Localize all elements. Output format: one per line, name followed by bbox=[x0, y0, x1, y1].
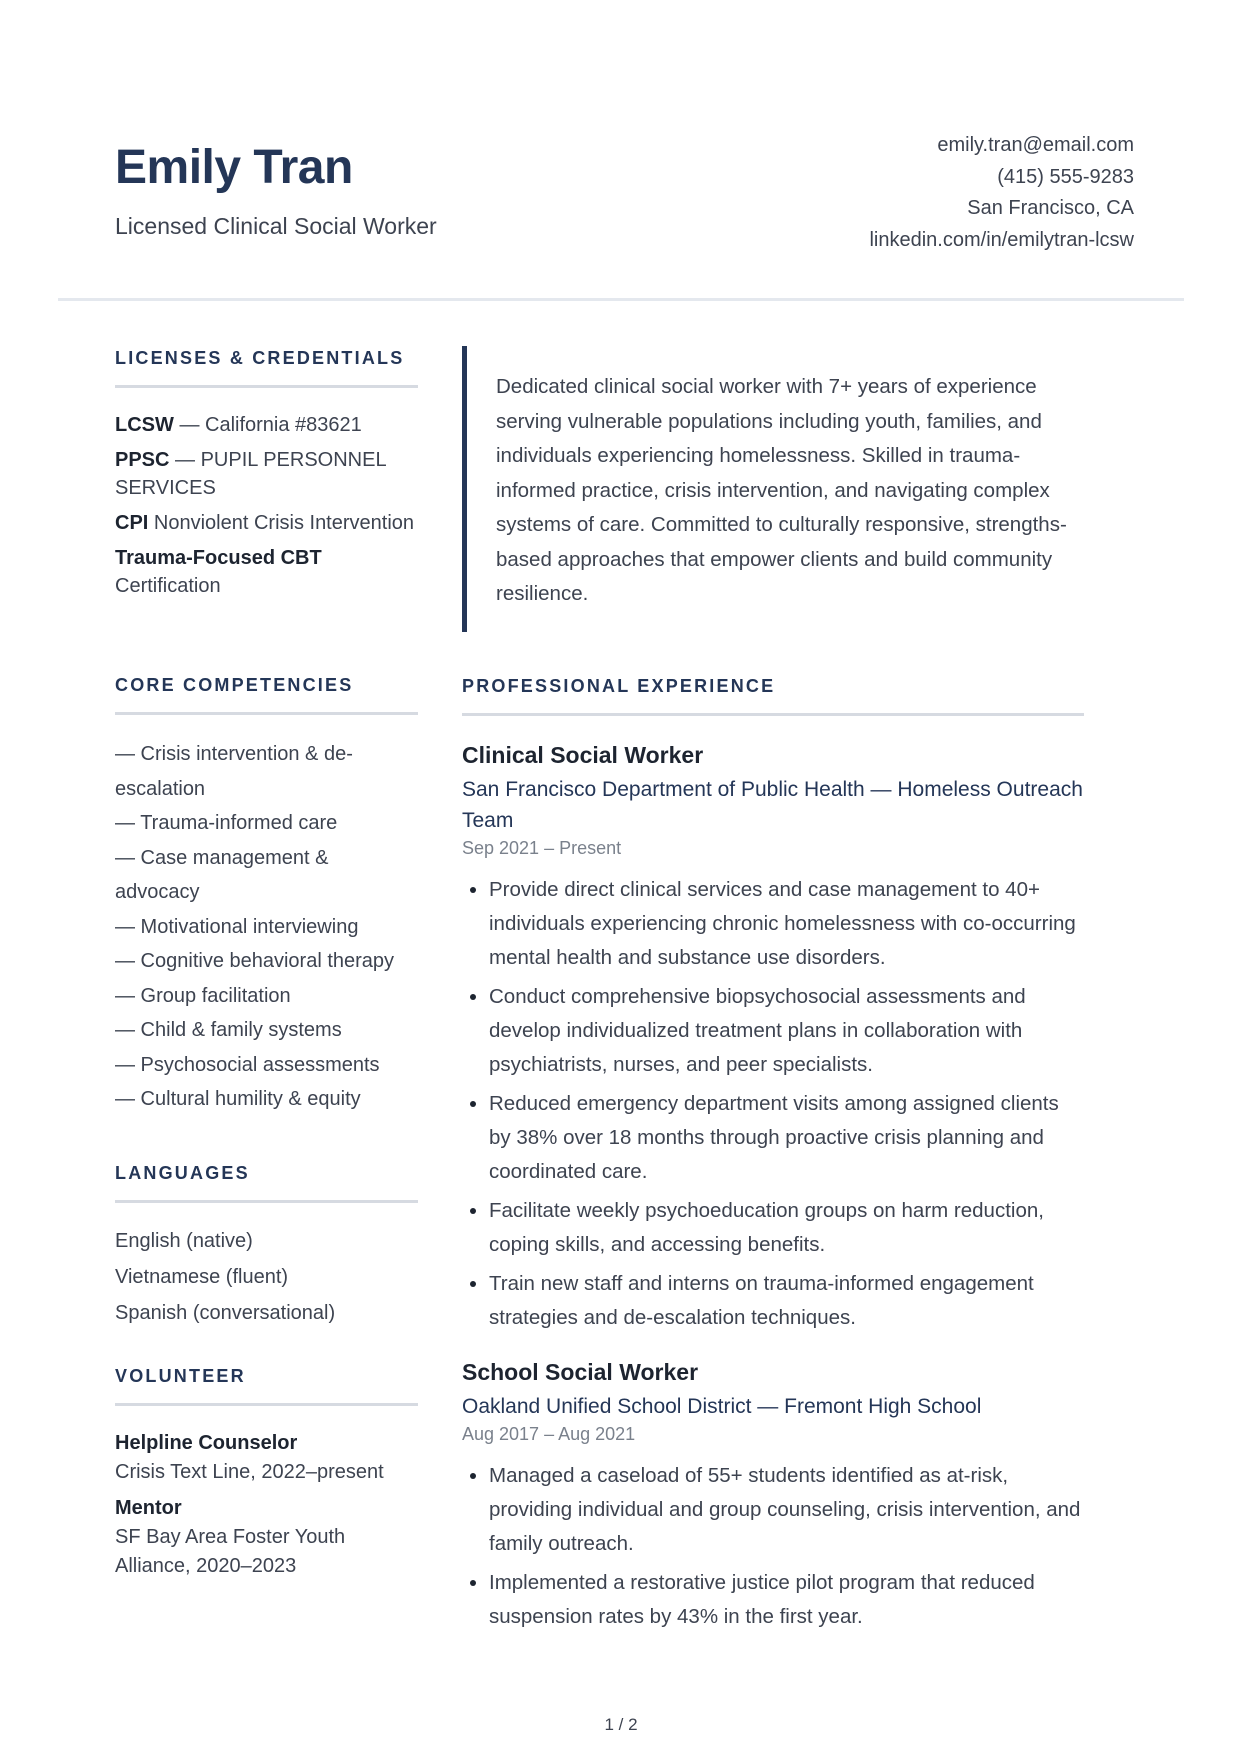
credential-name: PPSC bbox=[115, 449, 170, 471]
competencies-section bbox=[115, 675, 418, 1117]
list-item: • Conduct comprehensive biopsychosocial assessments and develop individualized treatment plans in collaboration with psychiatrists, nurses, and peer specialists. bbox=[489, 980, 1084, 1082]
experience-section bbox=[462, 676, 1084, 1639]
section-heading: LICENSES & CREDENTIALS bbox=[115, 348, 405, 368]
section-divider bbox=[115, 712, 418, 715]
list-item: — Child & family systems bbox=[115, 1019, 342, 1041]
contact-block bbox=[869, 130, 1134, 256]
credential-name: Trauma-Focused CBT bbox=[115, 547, 322, 569]
volunteer-section bbox=[115, 1366, 418, 1588]
credential-item bbox=[115, 446, 418, 502]
list-item: • Train new staff and interns on trauma-informed engagement strategies and de-escalation techniques. bbox=[489, 1267, 1084, 1335]
job-organization: San Francisco Department of Public Health — Homeless Outreach Team bbox=[462, 778, 1083, 832]
job-title: Clinical Social Worker bbox=[462, 742, 704, 768]
list-item: • Implemented a restorative justice pilot program that reduced suspension rates by 43% in the first year. bbox=[489, 1566, 1084, 1634]
job-bullets bbox=[462, 873, 1084, 1335]
header-divider bbox=[58, 298, 1184, 301]
contact-linkedin[interactable]: linkedin.com/in/emilytran-lcsw bbox=[869, 228, 1134, 251]
credential-name: LCSW bbox=[115, 414, 174, 436]
professional-summary: Dedicated clinical social worker with 7+ years of experience serving vulnerable populations including youth, families, and individuals experiencing homelessness. Skilled in trauma-informed practice, crisis intervention, and navigating complex systems of care. Committed to culturally responsive, strengths-based approaches that empower clients and build community resilience. bbox=[462, 346, 1084, 632]
job-organization: Oakland Unified School District — Fremont High School bbox=[462, 1395, 982, 1418]
section-heading: LANGUAGES bbox=[115, 1163, 250, 1183]
job-dates: Aug 2017 – Aug 2021 bbox=[462, 1424, 636, 1444]
section-divider bbox=[462, 713, 1084, 716]
list-item: — Motivational interviewing bbox=[115, 915, 359, 938]
volunteer-org: Crisis Text Line, 2022–present bbox=[115, 1461, 384, 1483]
list-item: — Group facilitation bbox=[115, 984, 291, 1007]
list-item: — Cognitive behavioral therapy bbox=[115, 950, 395, 972]
list-item: • Reduced emergency department visits among assigned clients by 38% over 18 months through proactive crisis planning and coordinated care. bbox=[489, 1087, 1084, 1189]
contact-phone: (415) 555-9283 bbox=[997, 165, 1134, 188]
job-dates: Sep 2021 – Present bbox=[462, 838, 622, 858]
credential-name: CPI bbox=[115, 512, 149, 534]
section-heading: VOLUNTEER bbox=[115, 1366, 246, 1386]
volunteer-role: Mentor bbox=[115, 1497, 182, 1519]
candidate-name: Emily Tran bbox=[115, 141, 353, 194]
volunteer-org: SF Bay Area Foster Youth Alliance, 2020–2023 bbox=[115, 1526, 346, 1577]
credential-item bbox=[115, 544, 418, 600]
job-title: School Social Worker bbox=[462, 1359, 699, 1385]
volunteer-role: Helpline Counselor bbox=[115, 1432, 298, 1454]
section-heading: PROFESSIONAL EXPERIENCE bbox=[462, 676, 776, 696]
section-divider bbox=[115, 1200, 418, 1203]
list-item: — Crisis intervention & de-escalation bbox=[115, 743, 353, 800]
credential-detail: — PUPIL PERSONNEL SERVICES bbox=[115, 449, 386, 499]
language-item: Vietnamese (fluent) bbox=[115, 1266, 289, 1288]
credential-item bbox=[115, 509, 418, 537]
list-item: — Case management & advocacy bbox=[115, 846, 329, 903]
list-item: • Facilitate weekly psychoeducation groups on harm reduction, coping skills, and accessing benefits. bbox=[489, 1194, 1084, 1262]
section-divider bbox=[115, 385, 418, 388]
list-item: • Provide direct clinical services and case management to 40+ individuals experiencing chronic homelessness with co-occurring mental health and substance use disorders. bbox=[489, 873, 1084, 975]
credential-detail: Certification bbox=[115, 575, 221, 597]
credential-item bbox=[115, 411, 418, 439]
language-item: Spanish (conversational) bbox=[115, 1302, 336, 1324]
page-number: 1 / 2 bbox=[604, 1715, 638, 1734]
list-item: — Trauma-informed care bbox=[115, 812, 338, 834]
list-item: — Psychosocial assessments bbox=[115, 1053, 380, 1076]
job-bullets bbox=[462, 1459, 1084, 1634]
licenses-section bbox=[115, 348, 418, 607]
credential-detail: — California #83621 bbox=[173, 414, 362, 436]
credential-detail: Nonviolent Crisis Intervention bbox=[148, 512, 415, 534]
section-heading: CORE COMPETENCIES bbox=[115, 675, 354, 695]
job-entry bbox=[462, 1359, 1084, 1634]
job-entry bbox=[462, 742, 1084, 1335]
languages-section bbox=[115, 1163, 418, 1331]
contact-email[interactable]: emily.tran@email.com bbox=[937, 134, 1134, 156]
list-item: — Cultural humility & equity bbox=[115, 1088, 361, 1110]
contact-location: San Francisco, CA bbox=[967, 197, 1134, 219]
list-item: • Managed a caseload of 55+ students identified as at-risk, providing individual and group counseling, crisis intervention, and family outreach. bbox=[489, 1459, 1084, 1561]
competency-list bbox=[115, 737, 418, 1117]
candidate-title: Licensed Clinical Social Worker bbox=[115, 213, 437, 239]
section-divider bbox=[115, 1403, 418, 1406]
language-item: English (native) bbox=[115, 1230, 253, 1252]
